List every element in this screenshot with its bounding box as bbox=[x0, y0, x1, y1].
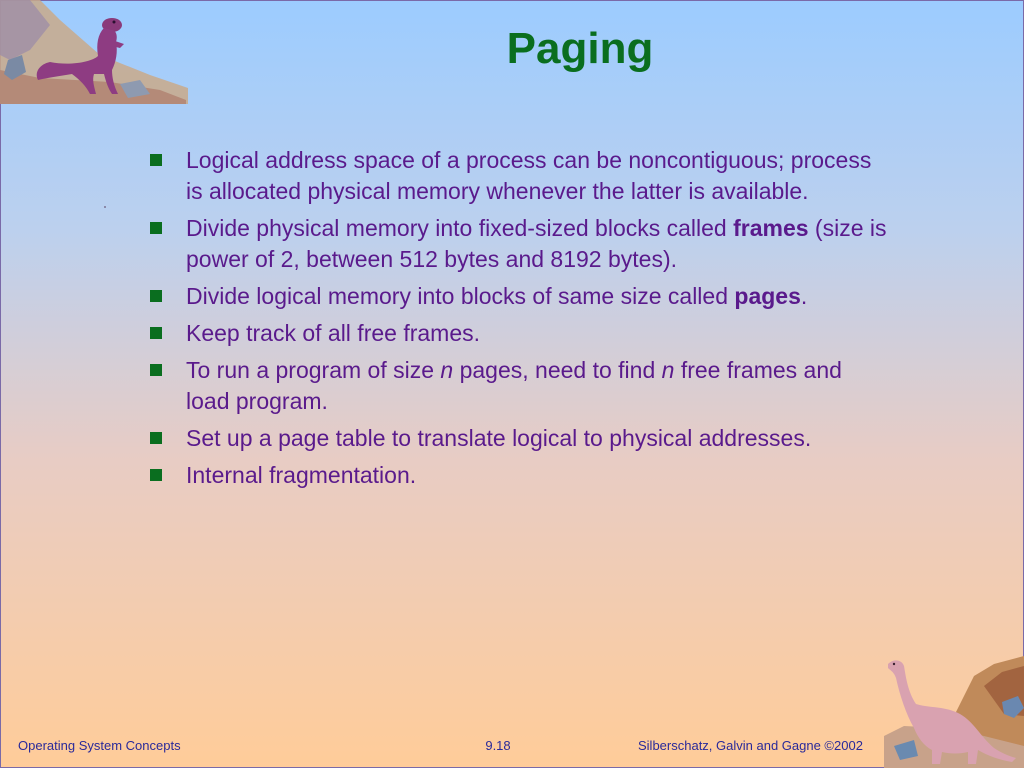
footer-page-number: 9.18 bbox=[485, 738, 511, 753]
square-bullet-icon bbox=[150, 469, 162, 481]
square-bullet-icon bbox=[150, 290, 162, 302]
bullet-text: Divide physical memory into fixed-sized blocks called bbox=[186, 215, 734, 241]
square-bullet-icon bbox=[150, 327, 162, 339]
bullet-item bbox=[148, 355, 888, 417]
long-neck-dinosaur-icon bbox=[884, 656, 1024, 768]
bullet-item bbox=[148, 423, 888, 454]
bullet-text: Internal fragmentation. bbox=[186, 462, 417, 488]
bullet-text: (size is power of 2, between 512 bytes and 8192 bytes). bbox=[186, 215, 887, 272]
footer-copyright: Silberschatz, Galvin and Gagne ©2002 bbox=[638, 738, 863, 753]
bullet-keyword: frames bbox=[733, 215, 809, 241]
decorative-speck bbox=[104, 206, 106, 208]
square-bullet-icon bbox=[150, 222, 162, 234]
dinosaur-on-rock-icon bbox=[0, 0, 190, 108]
bullet-text: Logical address space of a process can be noncontiguous; process is allocated physical memory whenever the latter is available. bbox=[186, 147, 872, 204]
bullet-list bbox=[148, 145, 888, 497]
square-bullet-icon bbox=[150, 154, 162, 166]
bullet-text: pages, need to find bbox=[453, 357, 662, 383]
square-bullet-icon bbox=[150, 364, 162, 376]
bullet-item bbox=[148, 281, 888, 312]
bullet-variable: n bbox=[661, 357, 675, 383]
bullet-text: To run a program of size bbox=[186, 357, 441, 383]
bullet-item bbox=[148, 460, 888, 491]
square-bullet-icon bbox=[150, 432, 162, 444]
bullet-text: Set up a page table to translate logical to physical addresses. bbox=[186, 425, 812, 451]
slide-title: Paging bbox=[506, 24, 654, 73]
bullet-text: . bbox=[800, 283, 808, 309]
bullet-item bbox=[148, 145, 888, 207]
bullet-item bbox=[148, 318, 888, 349]
bullet-text: Keep track of all free frames. bbox=[186, 320, 481, 346]
bullet-item bbox=[148, 213, 888, 275]
bullet-text: Divide logical memory into blocks of same size called bbox=[186, 283, 735, 309]
bullet-variable: n bbox=[440, 357, 454, 383]
bullet-text: free frames and load program. bbox=[186, 357, 842, 414]
footer-course-title: Operating System Concepts bbox=[18, 738, 181, 753]
bullet-keyword: pages bbox=[734, 283, 801, 309]
